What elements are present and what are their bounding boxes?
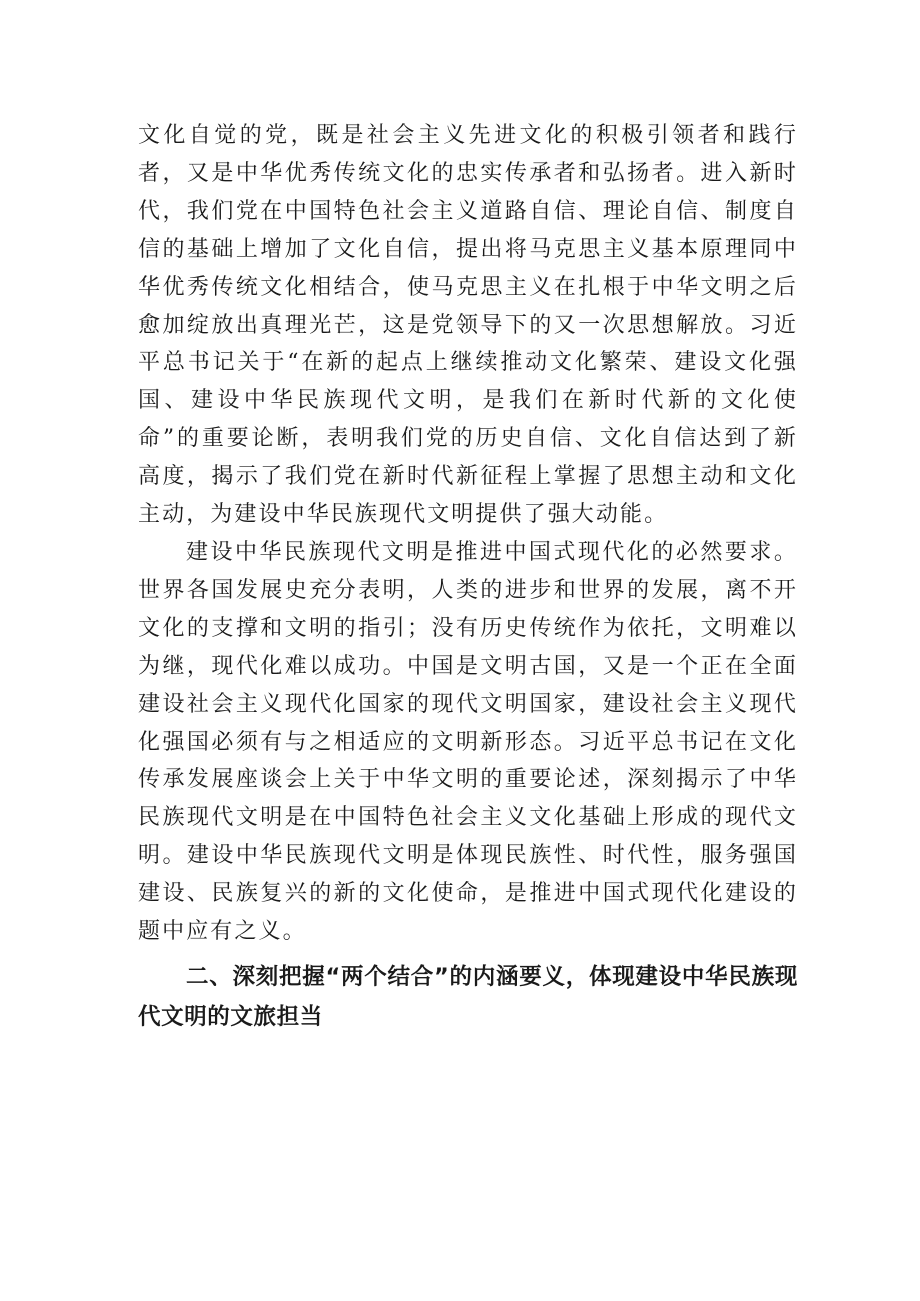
section-heading: 二、深刻把握“两个结合”的内涵要义，体现建设中华民族现代文明的文旅担当 [138, 963, 798, 1030]
paragraph-2: 建设中华民族现代文明是推进中国式现代化的必然要求。世界各国发展史充分表明，人类的进步和世界的发展，离不开文化的支撑和文明的指引；没有历史传统作为依托，文明难以为继，现代化难以成功。中国是文明古国，又是一个正在全面建设社会主义现代化国家的现代文明国家，建设社会主义现代化强国必须有与之相适应的文明新形态。习近平总书记在文化传承发展座谈会上关于中华文明的重要论述，深刻揭示了中华民族现代文明是在中国特色社会主义文化基础上形成的现代文明。建设中华民族现代文明是体现民族性、时代性，服务强国建设、民族复兴的新的文化使命，是推进中国式现代化建设的题中应有之义。 [138, 539, 798, 945]
paragraph-1: 文化自觉的党，既是社会主义先进文化的积极引领者和践行者，又是中华优秀传统文化的忠实传承者和弘扬者。进入新时代，我们党在中国特色社会主义道路自信、理论自信、制度自信的基础上增加了文化自信，提出将马克思主义基本原理同中华优秀传统文化相结合，使马克思主义在扎根于中华文明之后愈加绽放出真理光芒，这是党领导下的又一次思想解放。习近平总书记关于“在新的起点上继续推动文化繁荣、建设文化强国、建设中华民族现代文明，是我们在新时代新的文化使命”的重要论断，表明我们党的历史自信、文化自信达到了新高度，揭示了我们党在新时代新征程上掌握了思想主动和文化主动，为建设中华民族现代文明提供了强大动能。 [138, 123, 798, 528]
document-body [138, 117, 798, 1037]
